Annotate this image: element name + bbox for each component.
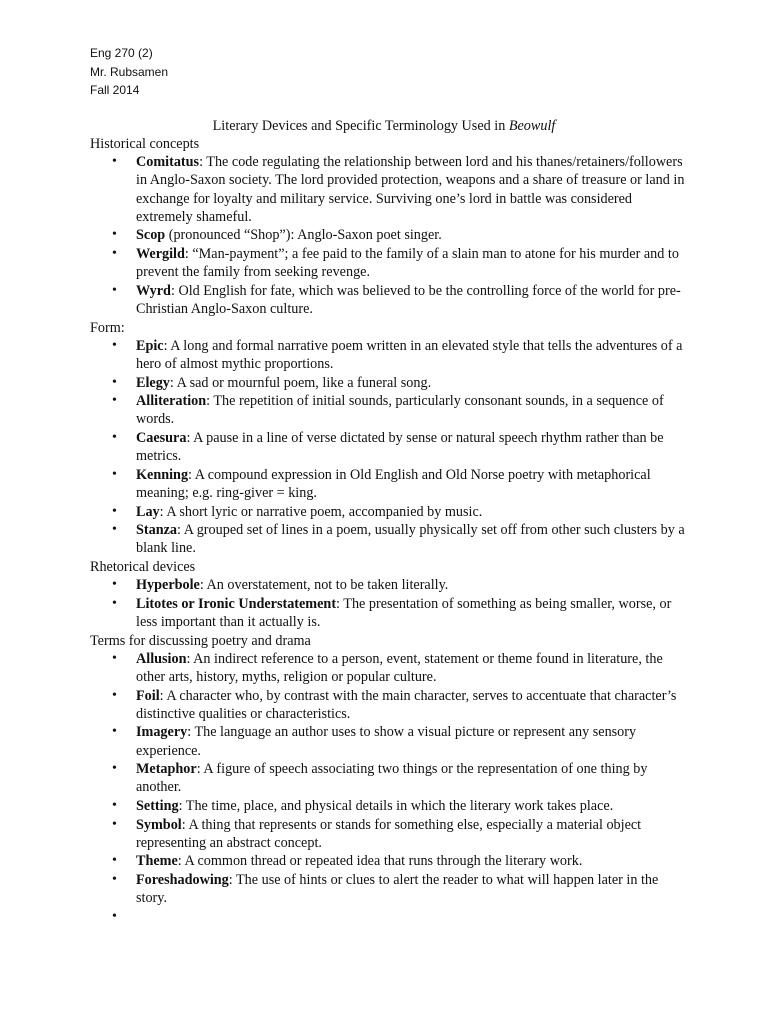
list-item: [90, 226, 690, 244]
term-name: Hyperbole: [136, 577, 200, 594]
term-name: Lay: [136, 503, 160, 520]
term-definition: : A pause in a line of verse dictated by sense or natural speech rhythm rather than be metrics.: [136, 429, 664, 465]
term-list: [90, 650, 690, 926]
section-heading: Rhetorical devices: [90, 558, 196, 575]
term-definition: : The use of hints or clues to alert the reader to what will happen later in the story.: [136, 871, 659, 907]
bullet-icon: •: [112, 871, 117, 887]
term-name: Imagery: [136, 724, 188, 741]
document-body: [90, 135, 690, 926]
bullet-icon: •: [112, 724, 117, 740]
list-item: [90, 871, 690, 907]
bullet-icon: •: [112, 577, 117, 593]
term-list: [90, 153, 690, 318]
section-heading: Historical concepts: [90, 136, 200, 152]
section-heading: Terms for discussing poetry and drama: [90, 632, 311, 649]
list-item: [90, 816, 690, 852]
term-definition: : Old English for fate, which was believed to be the controlling force of the world for pre-Christian Anglo-Saxon culture.: [136, 282, 681, 317]
bullet-icon: •: [112, 816, 117, 832]
term-definition: : A compound expression in Old English and Old Norse poetry with metaphorical meaning; e.g. ring-giver = king.: [136, 466, 651, 501]
title-text: Literary Devices and Specific Terminology Used in: [212, 118, 509, 134]
bullet-icon: •: [112, 154, 117, 170]
bullet-icon: •: [112, 466, 117, 482]
term-name: Caesura: [136, 429, 187, 446]
term-name: Alliteration: [136, 393, 207, 410]
term-definition: : A sad or mournful poem, like a funeral song.: [169, 374, 432, 391]
term-definition: : A grouped set of lines in a poem, usually physically set off from other such clusters by a blank line.: [136, 522, 685, 557]
bullet-icon: •: [112, 797, 117, 813]
list-item: [90, 595, 690, 631]
term-definition: : The time, place, and physical details in which the literary work takes place.: [178, 797, 614, 814]
list-item: [90, 374, 690, 392]
term-definition: : The repetition of initial sounds, particularly consonant sounds, in a sequence of words.: [136, 393, 664, 428]
list-item: [90, 466, 690, 502]
bullet-icon: •: [112, 429, 117, 445]
bullet-icon: •: [112, 853, 117, 869]
bullet-icon: •: [112, 393, 117, 409]
term-name: Wergild: [136, 246, 185, 262]
bullet-icon: •: [112, 337, 117, 353]
term-name: Epic: [136, 337, 164, 354]
list-item: [90, 687, 690, 723]
bullet-icon: •: [112, 503, 117, 519]
list-item: [90, 153, 690, 226]
term-name: Foil: [136, 687, 160, 704]
term: Fall 2014: [90, 83, 140, 97]
bullet-icon: •: [112, 374, 117, 390]
list-item: [90, 576, 690, 594]
term-definition: : An indirect reference to a person, event, statement or theme found in literature, the other arts, history, myths, religion or popular culture.: [136, 650, 663, 685]
term-name: Elegy: [136, 374, 170, 391]
term-name: Metaphor: [136, 761, 197, 778]
term-definition: : The presentation of something as being smaller, worse, or less important than it actually is.: [136, 595, 672, 630]
bullet-icon: •: [112, 650, 117, 666]
term-list: [90, 337, 690, 558]
term-definition: : An overstatement, not to be taken literally.: [199, 577, 449, 594]
term-definition: : A short lyric or narrative poem, accompanied by music.: [159, 503, 483, 520]
instructor-name: Mr. Rubsamen: [90, 64, 169, 79]
list-item: [90, 392, 690, 428]
list-item: [90, 429, 690, 465]
term-name: Allusion: [136, 650, 187, 667]
term-definition: : “Man-payment”; a fee paid to the family of a slain man to atone for his murder and to prevent the family from seeking revenge.: [136, 246, 679, 281]
list-item: [90, 337, 690, 373]
term-name: Stanza: [136, 522, 177, 539]
term-list: [90, 576, 690, 631]
bullet-icon: •: [112, 761, 117, 777]
term-name: Wyrd: [136, 282, 171, 299]
list-item: [90, 245, 690, 281]
list-item: [90, 797, 690, 815]
term-definition: : The language an author uses to show a visual picture or represent any sensory experience.: [136, 724, 637, 759]
list-item: [90, 760, 690, 796]
list-item: [90, 521, 690, 557]
term-name: Litotes or Ironic Understatement: [136, 595, 337, 612]
term-name: Symbol: [136, 816, 182, 833]
term-definition: : The code regulating the relationship between lord and his thanes/retainers/followers in Anglo-Saxon society. The lord provided protection, weapons and a share of treasure or land in exchange for loyalty and military service. Surviving one’s lord in battle was considered extremely shameful.: [136, 154, 685, 225]
term-definition: (pronounced “Shop”): Anglo-Saxon poet singer.: [165, 227, 442, 244]
list-item: [90, 723, 690, 759]
term-name: Foreshadowing: [136, 871, 229, 888]
list-item: [90, 650, 690, 686]
section-heading: Form:: [90, 319, 125, 336]
course-code: Eng 270 (2): [90, 46, 153, 60]
bullet-icon: •: [112, 522, 117, 538]
term-name: Setting: [136, 797, 179, 814]
list-item: [90, 503, 690, 521]
term-definition: : A character who, by contrast with the main character, serves to accentuate that character’s distinctive qualities or characteristics.: [136, 687, 677, 722]
bullet-icon: •: [112, 246, 117, 261]
bullet-icon: •: [112, 908, 117, 924]
bullet-icon: •: [112, 595, 117, 611]
term-definition: : A common thread or repeated idea that runs through the literary work.: [177, 853, 583, 870]
term-name: Comitatus: [136, 154, 200, 171]
list-item: [90, 908, 690, 926]
bullet-icon: •: [112, 687, 117, 703]
term-name: Kenning: [136, 466, 189, 483]
bullet-icon: •: [112, 227, 117, 243]
list-item: [90, 282, 690, 318]
title-italic: Beowulf: [508, 118, 556, 134]
bullet-icon: •: [112, 282, 117, 298]
term-definition: : A figure of speech associating two things or the representation of one thing by another.: [136, 761, 648, 796]
course-header: [90, 44, 168, 100]
list-item: [90, 852, 690, 870]
term-name: Scop: [136, 227, 166, 244]
document-title: [0, 117, 768, 135]
term-definition: : A thing that represents or stands for something else, especially a material object representing an abstract concept.: [136, 816, 642, 851]
term-name: Theme: [136, 853, 178, 870]
term-definition: : A long and formal narrative poem written in an elevated style that tells the adventures of a hero of almost mythic proportions.: [136, 337, 683, 372]
